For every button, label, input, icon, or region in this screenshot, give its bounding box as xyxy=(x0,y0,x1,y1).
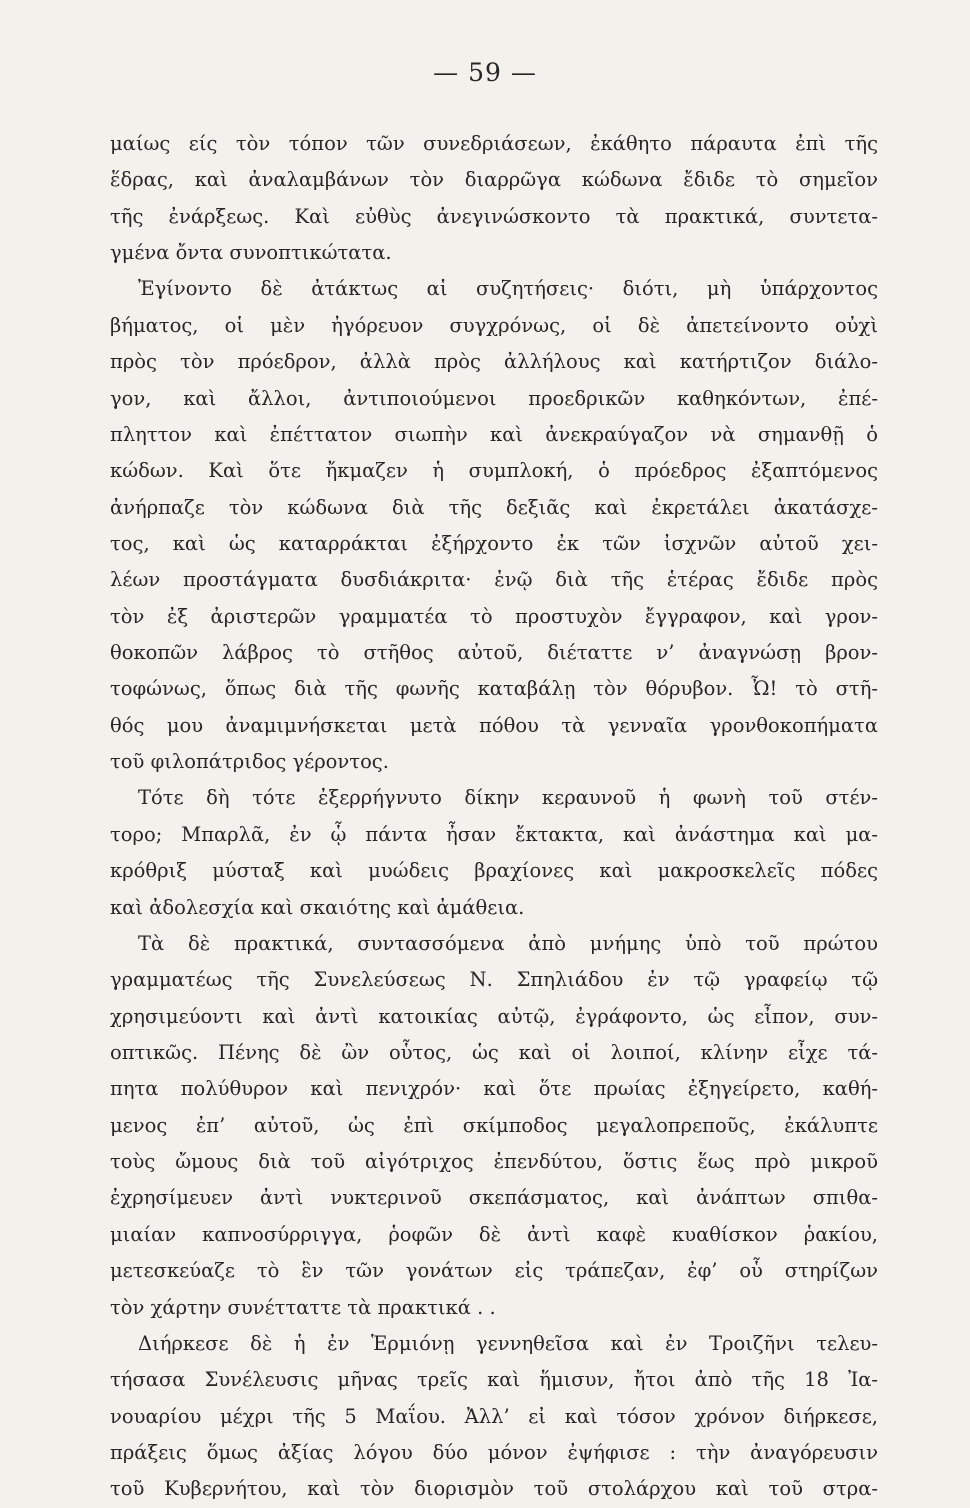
text-line: τὸν ἐξ ἀριστερῶν γραμματέα τὸ προστυχὸν ἔγγραφον, καὶ γρον- xyxy=(110,604,878,628)
text-line: λέων προστάγματα δυσδιάκριτα· ἐνῷ διὰ τῆς ἑτέρας ἔδιδε πρὸς xyxy=(110,568,878,592)
text-line: τοῦ Κυβερνήτου, καὶ τὸν διορισμὸν τοῦ στολάρχου καὶ τοῦ στρα- xyxy=(110,1477,878,1501)
text-line: πληττον καὶ ἐπέττατον σιωπὴν καὶ ἀνεκραύγαζον νὰ σημανθῇ ὁ xyxy=(110,422,878,446)
text-line: μενος ἐπ’ αὐτοῦ, ὡς ἐπὶ σκίμποδος μεγαλοπρεποῦς, ἐκάλυπτε xyxy=(110,1113,878,1137)
body-text xyxy=(110,126,878,1508)
text-line: Τὰ δὲ πρακτικά, συντασσόμενα ἀπὸ μνήμης ὑπὸ τοῦ πρώτου xyxy=(138,931,878,955)
text-line: χρησιμεύοντι καὶ ἀντὶ κατοικίας αὐτῷ, ἐγράφοντο, ὡς εἶπον, συν- xyxy=(110,1004,878,1028)
text-line: μετεσκεύαζε τὸ ἓν τῶν γονάτων εἰς τράπεζαν, ἐφ’ οὗ στηρίζων xyxy=(110,1259,878,1283)
text-line: νουαρίου μέχρι τῆς 5 Μαΐου. Ἀλλ’ εἰ καὶ τόσον χρόνον διήρκεσε, xyxy=(110,1404,878,1428)
text-line: οπτικῶς. Πένης δὲ ὢν οὗτος, ὡς καὶ οἱ λοιποί, κλίνην εἶχε τά- xyxy=(110,1040,878,1064)
text-line: θοκοπῶν λάβρος τὸ στῆθος αὐτοῦ, διέταττε ν’ ἀναγνώσῃ βρον- xyxy=(110,641,878,665)
text-line: τὸν χάρτην συνέτταττε τὰ πρακτικά . . xyxy=(110,1295,496,1319)
text-line: μαίως είς τὸν τόπον τῶν συνεδριάσεων, ἐκάθητο πάραυτα ἐπὶ τῆς xyxy=(110,132,878,155)
text-line: γον, καὶ ἄλλοι, ἀντιποιούμενοι προεδρικῶν καθηκόντων, ἐπέ- xyxy=(110,386,878,410)
text-line: τήσασα Συνέλευσις μῆνας τρεῖς καὶ ἥμισυν, ἤτοι ἀπὸ τῆς 18 Ἰα- xyxy=(110,1368,878,1392)
text-line: ἕδρας, καὶ ἀναλαμβάνων τὸν διαρρῶγα κώδωνα ἔδιδε τὸ σημεῖον xyxy=(110,168,878,192)
text-line: τοῦ φιλοπάτριδος γέροντος. xyxy=(110,750,389,774)
text-line: ἐχρησίμευεν ἀντὶ νυκτερινοῦ σκεπάσματος, καὶ ἀνάπτων σπιθα- xyxy=(110,1186,878,1210)
text-line: Ἐγίνοντο δὲ ἀτάκτως αἱ συζητήσεις· διότι, μὴ ὑπάρχοντος xyxy=(138,277,878,301)
text-line: θός μου ἀναμιμνήσκεται μετὰ πόθου τὰ γενναῖα γρονθοκοπήματα xyxy=(110,713,878,737)
text-line: πρὸς τὸν πρόεδρον, ἀλλὰ πρὸς ἀλλήλους καὶ κατήρτιζον διάλο- xyxy=(110,350,878,374)
text-line: μιαίαν καπνοσύρριγγα, ῥοφῶν δὲ ἀντὶ καφὲ κυαθίσκον ῥακίου, xyxy=(110,1222,878,1246)
text-line: τῆς ἐνάρξεως. Καὶ εὐθὺς ἀνεγινώσκοντο τὰ πρακτικά, συντετα- xyxy=(110,204,878,228)
text-line: γμένα ὄντα συνοπτικώτατα. xyxy=(110,241,392,265)
text-line: Τότε δὴ τότε ἐξερρήγνυτο δίκην κεραυνοῦ ἡ φωνὴ τοῦ στέν- xyxy=(138,786,878,810)
text-line: Διήρκεσε δὲ ἡ ἐν Ἑρμιόνῃ γεννηθεῖσα καὶ ἐν Τροιζῆνι τελευ- xyxy=(138,1331,878,1355)
text-line: κώδων. Καὶ ὅτε ἤκμαζεν ἡ συμπλοκή, ὁ πρόεδρος ἐξαπτόμενος xyxy=(110,459,878,483)
text-line: πητα πολύθυρον καὶ πενιχρόν· καὶ ὅτε πρωίας ἐξηγείρετο, καθή- xyxy=(110,1077,878,1101)
text-line: βήματος, οἱ μὲν ἠγόρευον συγχρόνως, οἱ δὲ ἀπετείνοντο οὐχὶ xyxy=(110,313,878,337)
text-line: τορο; Μπαρλᾶ, ἐν ᾧ πάντα ἦσαν ἔκτακτα, καὶ ἀνάστημα καὶ μα- xyxy=(110,822,878,846)
text-line: τοφώνως, ὅπως διὰ τῆς φωνῆς καταβάλῃ τὸν θόρυβον. Ὦ! τὸ στῆ- xyxy=(110,677,878,701)
text-line: τοὺς ὤμους διὰ τοῦ αἰγότριχος ἐπενδύτου, ὅστις ἕως πρὸ μικροῦ xyxy=(110,1150,878,1174)
text-line: ἀνήρπαζε τὸν κώδωνα διὰ τῆς δεξιᾶς καὶ ἐκρετάλει ἀκατάσχε- xyxy=(110,495,878,519)
text-line: πράξεις ὅμως ἀξίας λόγου δύο μόνον ἐψήφισε : τὴν ἀναγόρευσιν xyxy=(110,1440,878,1464)
text-line: καὶ ἀδολεσχία καὶ σκαιότης καὶ ἀμάθεια. xyxy=(110,895,525,919)
page-number: — 59 — xyxy=(433,58,537,87)
text-line: γραμματέως τῆς Συνελεύσεως Ν. Σπηλιάδου ἐν τῷ γραφείῳ τῷ xyxy=(110,968,878,992)
text-line: κρόθριξ μύσταξ καὶ μυώδεις βραχίονες καὶ μακροσκελεῖς πόδες xyxy=(110,859,878,883)
text-line: τος, καὶ ὡς καταρράκται ἐξήρχοντο ἐκ τῶν ἰσχνῶν αὐτοῦ χει- xyxy=(110,531,878,555)
